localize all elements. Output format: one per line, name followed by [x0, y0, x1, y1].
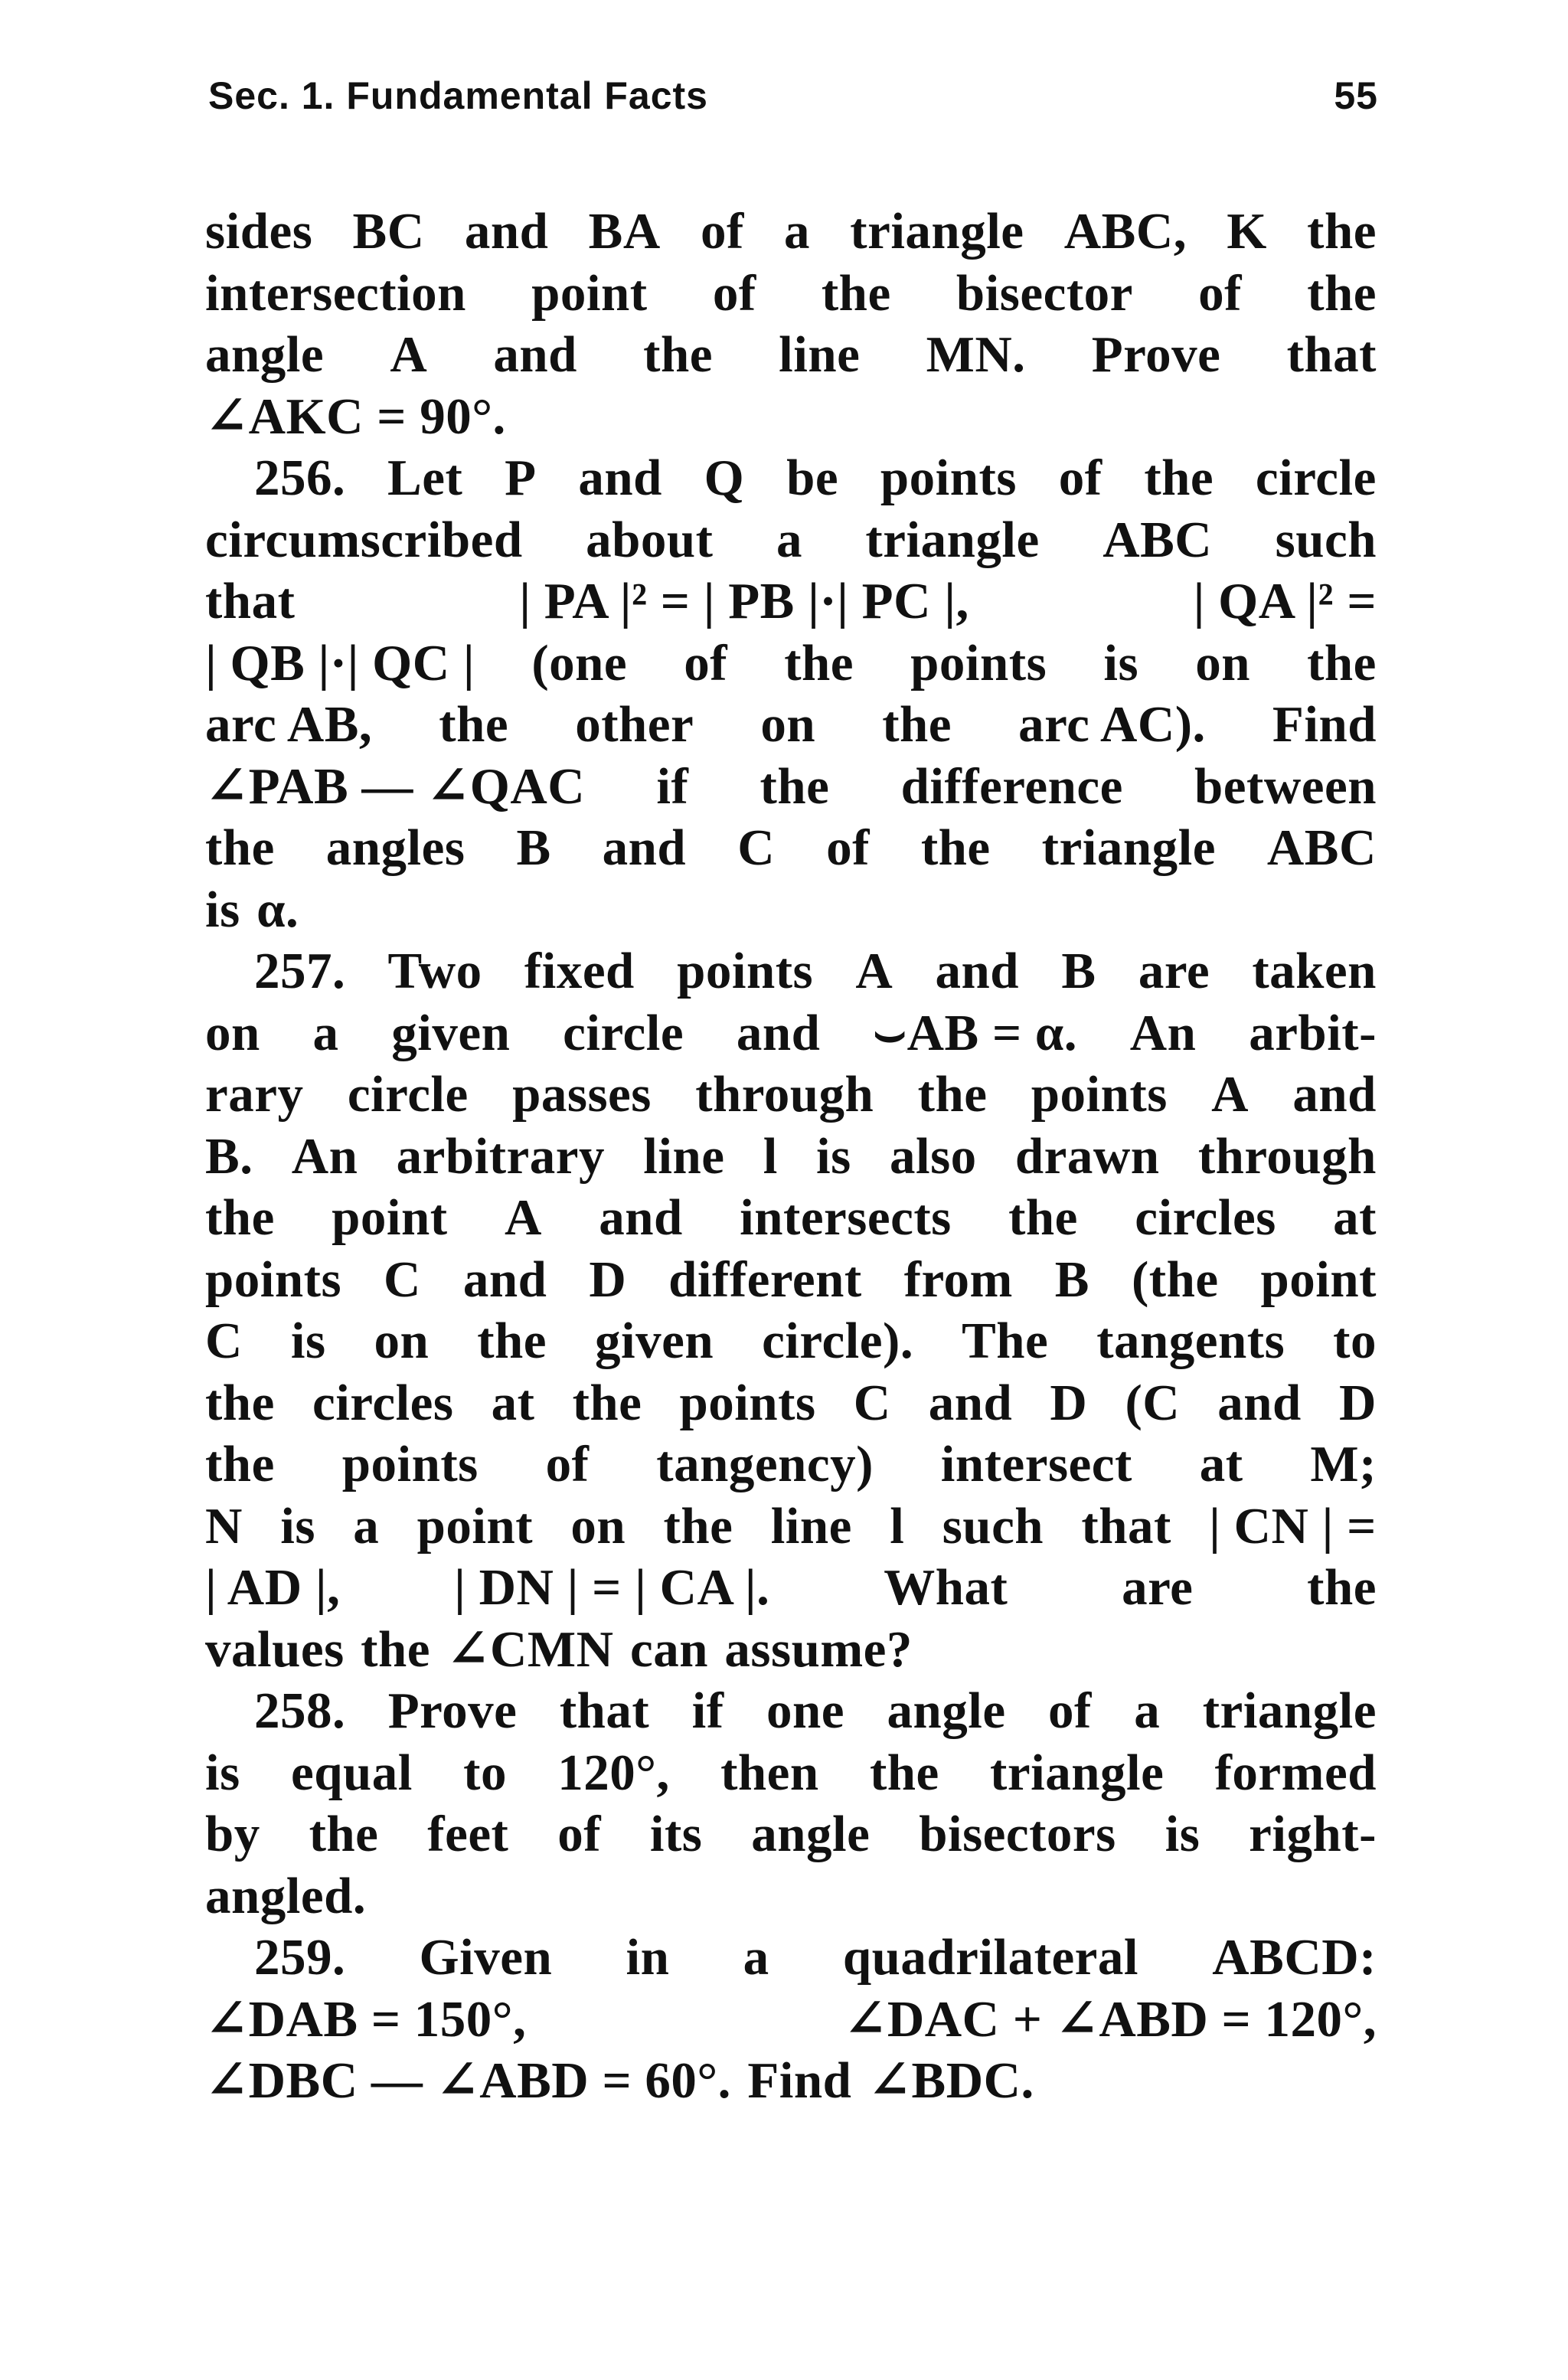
text-line	[205, 1803, 1377, 1865]
word: and	[1292, 1066, 1377, 1123]
word: through	[695, 1066, 874, 1123]
word: B.	[205, 1127, 253, 1185]
word: ∠DAB = 150°,	[205, 1990, 527, 2048]
word: the	[821, 264, 891, 322]
word: circle).	[762, 1313, 914, 1369]
word: on	[760, 696, 816, 753]
word: the	[1307, 634, 1377, 691]
word: B	[1061, 943, 1096, 999]
text-line	[205, 1002, 1377, 1064]
word: 257.	[254, 943, 346, 999]
word: taken	[1252, 943, 1377, 999]
word: to	[1333, 1313, 1377, 1369]
word: triangle	[990, 1744, 1165, 1801]
text-line	[205, 1372, 1377, 1434]
word: be	[786, 450, 839, 506]
word: if	[656, 757, 689, 815]
text-line	[205, 201, 1377, 263]
word: quadrilateral	[842, 1929, 1139, 1986]
word: Prove	[387, 1682, 518, 1739]
word: points	[205, 1250, 342, 1308]
word: formed	[1214, 1744, 1377, 1801]
word: l	[890, 1497, 905, 1555]
word: C	[737, 819, 776, 876]
word: tangents	[1096, 1313, 1285, 1369]
word: values	[205, 1620, 345, 1678]
word: if	[691, 1682, 724, 1739]
word: the	[205, 1374, 275, 1431]
word: is	[280, 1497, 315, 1555]
text-line	[205, 879, 1377, 941]
word: a	[743, 1929, 769, 1986]
word: the	[1307, 203, 1377, 260]
word: The	[962, 1313, 1049, 1369]
running-head	[208, 74, 1378, 118]
word: intersection	[205, 264, 466, 322]
word: BC	[352, 203, 425, 260]
word: that	[1081, 1497, 1171, 1555]
word: difference	[900, 757, 1123, 815]
word: ABC,	[1063, 203, 1187, 260]
word: by	[205, 1806, 260, 1862]
word: A	[1211, 1066, 1250, 1123]
text-line	[205, 1989, 1377, 2051]
word: circles	[1135, 1189, 1276, 1246]
word: the	[309, 1806, 379, 1862]
word: of	[557, 1806, 602, 1862]
word: is	[205, 1744, 240, 1801]
text-line	[205, 263, 1377, 325]
word: l	[763, 1127, 778, 1185]
word: | PA |² = | PB |·| PC |,	[519, 573, 969, 629]
word: 259.	[254, 1929, 346, 1986]
word: A	[390, 326, 428, 383]
word: angle	[751, 1806, 871, 1862]
word: the	[1008, 1189, 1078, 1246]
word: D	[1050, 1374, 1088, 1431]
word: points	[341, 1436, 479, 1492]
word: of	[1058, 450, 1102, 506]
word: fixed	[524, 943, 635, 999]
text-line	[205, 1187, 1377, 1249]
word: BA	[588, 203, 661, 260]
word: circle	[563, 1004, 684, 1061]
word: arbit-	[1249, 1004, 1377, 1061]
word: P	[505, 450, 537, 506]
word: the	[869, 1744, 939, 1801]
word: the	[1307, 1559, 1377, 1616]
word: M;	[1310, 1436, 1377, 1492]
text-line	[205, 1680, 1377, 1742]
text-line	[205, 1619, 1377, 1681]
word: are	[1138, 943, 1210, 999]
word: at	[491, 1374, 535, 1431]
word: points	[1031, 1066, 1168, 1123]
word: different	[668, 1250, 862, 1308]
text-line	[205, 570, 1377, 633]
word: a	[353, 1497, 380, 1555]
word: ABC	[1266, 819, 1377, 876]
word: one	[766, 1682, 845, 1739]
text-line	[205, 2050, 1377, 2112]
word: | QB |·| QC |	[205, 634, 475, 691]
word: the	[1144, 450, 1214, 506]
word: equal	[290, 1744, 413, 1801]
word: and	[464, 203, 549, 260]
word: the	[920, 819, 991, 876]
word: to	[463, 1744, 507, 1801]
word: of	[712, 264, 756, 322]
word: the	[477, 1313, 547, 1369]
word: given	[594, 1313, 714, 1369]
word: the	[643, 326, 713, 383]
text-line	[205, 1249, 1377, 1311]
word: and	[578, 450, 662, 506]
word: circles	[312, 1374, 454, 1431]
word: the	[205, 819, 275, 876]
word: the	[917, 1066, 988, 1123]
word: the	[882, 696, 952, 753]
word: bisector	[956, 264, 1133, 322]
problem-text	[205, 201, 1377, 2112]
word: triangle	[1041, 819, 1216, 876]
word: 120°,	[557, 1744, 670, 1801]
word: An	[291, 1127, 358, 1185]
word: An	[1129, 1004, 1197, 1061]
word: K	[1227, 203, 1267, 260]
page-number: 55	[1334, 74, 1378, 117]
word: (C	[1125, 1374, 1181, 1431]
word: Prove	[1091, 326, 1221, 383]
word: angles	[325, 819, 466, 876]
word: Find	[747, 2052, 852, 2109]
word: of	[545, 1436, 590, 1492]
word: point	[531, 264, 648, 322]
text-line	[205, 1496, 1377, 1558]
word: circle	[1255, 450, 1377, 506]
word: Given	[419, 1929, 553, 1986]
word: other	[575, 696, 694, 753]
word: A	[855, 943, 893, 999]
word: a	[1134, 1682, 1161, 1739]
word: its	[649, 1806, 703, 1862]
word: on	[1195, 634, 1250, 691]
text-line	[205, 817, 1377, 879]
word: can	[629, 1620, 708, 1678]
word: C	[383, 1250, 421, 1308]
word: are	[1122, 1559, 1194, 1616]
text-line	[205, 1126, 1377, 1188]
word: | AD |,	[205, 1559, 341, 1616]
text-line	[205, 509, 1377, 571]
word: tangency)	[656, 1436, 874, 1492]
word: is	[1103, 634, 1139, 691]
word: | QA |² =	[1193, 573, 1377, 629]
text-line	[205, 756, 1377, 818]
word: right-	[1249, 1806, 1377, 1862]
word: ∠DBC — ∠ABD = 60°.	[205, 2052, 731, 2109]
word: intersect	[940, 1436, 1132, 1492]
word: | DN | = | CA |.	[454, 1559, 770, 1616]
word: C	[853, 1374, 891, 1431]
word: D	[1338, 1374, 1377, 1431]
word: point	[332, 1189, 448, 1246]
word: ⌣AB = α.	[873, 1004, 1078, 1061]
word: line	[770, 1497, 852, 1555]
word: arc AB,	[205, 696, 373, 753]
word: point	[416, 1497, 534, 1555]
word: such	[1275, 511, 1377, 568]
word: ∠AKC = 90°.	[205, 387, 506, 445]
word: What	[884, 1559, 1008, 1616]
word: of	[1048, 1682, 1092, 1739]
word: in	[626, 1929, 670, 1986]
word: and	[1217, 1374, 1302, 1431]
word: on	[374, 1313, 430, 1369]
word: Q	[704, 450, 745, 506]
word: 256.	[254, 450, 346, 506]
word: the	[439, 696, 509, 753]
text-line	[205, 1557, 1377, 1619]
text-line	[205, 1927, 1377, 1989]
word: and	[935, 943, 1020, 999]
word: through	[1197, 1127, 1377, 1185]
word: N	[205, 1497, 243, 1555]
word: line	[779, 326, 861, 383]
word: ∠DAC + ∠ABD = 120°,	[844, 1990, 1377, 2048]
word: B	[1054, 1250, 1089, 1308]
word: point	[1260, 1250, 1377, 1308]
word: sides	[205, 203, 313, 260]
word: intersects	[740, 1189, 952, 1246]
word: the	[1307, 264, 1377, 322]
word: 258.	[254, 1682, 346, 1739]
word: of	[826, 819, 870, 876]
word: Two	[387, 943, 482, 999]
word: also	[889, 1127, 977, 1185]
word: points	[910, 634, 1047, 691]
word: triangle	[865, 511, 1040, 568]
word: is	[205, 881, 240, 938]
word: triangle	[1202, 1682, 1377, 1739]
word: rary	[205, 1066, 304, 1123]
word: at	[1333, 1189, 1377, 1246]
word: B	[516, 819, 551, 876]
word: the	[205, 1436, 275, 1492]
word: the	[572, 1374, 642, 1431]
word: feet	[427, 1806, 509, 1862]
word: ∠BDC.	[867, 2052, 1034, 2109]
word: D	[589, 1250, 627, 1308]
word: C	[205, 1313, 243, 1369]
word: points	[679, 1374, 816, 1431]
word: then	[720, 1744, 819, 1801]
word: a	[784, 203, 811, 260]
word: angled.	[205, 1867, 367, 1924]
word: at	[1199, 1436, 1243, 1492]
text-line	[205, 447, 1377, 509]
text-line	[205, 1434, 1377, 1496]
text-line	[205, 386, 1377, 448]
word: of	[684, 634, 728, 691]
word: is	[290, 1313, 326, 1369]
text-line	[205, 1865, 1377, 1927]
word: the	[361, 1620, 430, 1678]
text-line	[205, 940, 1377, 1002]
word: (the	[1131, 1250, 1219, 1308]
word: bisectors	[919, 1806, 1116, 1862]
word: and	[462, 1250, 547, 1308]
word: the	[205, 1189, 275, 1246]
word: points	[677, 943, 814, 999]
word: a	[776, 511, 802, 568]
word: from	[903, 1250, 1013, 1308]
word: assume?	[724, 1620, 913, 1678]
word: a	[312, 1004, 339, 1061]
word: the	[663, 1497, 733, 1555]
word: of	[1198, 264, 1242, 322]
word: ABCD:	[1212, 1929, 1377, 1986]
word: drawn	[1014, 1127, 1160, 1185]
word: of	[700, 203, 744, 260]
word: ∠PAB — ∠QAC	[205, 757, 586, 815]
word: on	[205, 1004, 260, 1061]
word: Find	[1272, 696, 1377, 753]
text-line	[205, 324, 1377, 386]
word: given	[391, 1004, 511, 1061]
word: and	[736, 1004, 821, 1061]
word: that	[559, 1682, 650, 1739]
word: is	[1165, 1806, 1200, 1862]
word: about	[586, 511, 714, 568]
word: triangle	[850, 203, 1024, 260]
word: that	[1286, 326, 1377, 383]
text-line	[205, 1064, 1377, 1126]
word: angle	[205, 326, 325, 383]
word: arc AC).	[1018, 696, 1206, 753]
word: arbitrary	[396, 1127, 605, 1185]
word: and	[928, 1374, 1013, 1431]
word: and	[602, 819, 687, 876]
word: angle	[887, 1682, 1006, 1739]
section-title: Sec. 1. Fundamental Facts	[208, 74, 708, 117]
text-line	[205, 694, 1377, 756]
text-line	[205, 633, 1377, 695]
word: and	[493, 326, 577, 383]
word: | CN | =	[1209, 1497, 1377, 1555]
word: such	[942, 1497, 1044, 1555]
word: and	[599, 1189, 683, 1246]
word: (one	[531, 634, 628, 691]
word: is	[816, 1127, 851, 1185]
word: the	[760, 757, 830, 815]
word: the	[784, 634, 854, 691]
word: α.	[256, 881, 299, 938]
word: points	[880, 450, 1017, 506]
word: circle	[347, 1066, 469, 1123]
word: line	[643, 1127, 725, 1185]
word: A	[504, 1189, 542, 1246]
word: Let	[387, 450, 463, 506]
word: circumscribed	[205, 511, 523, 568]
word: MN.	[926, 326, 1026, 383]
word: that	[205, 573, 296, 629]
word: between	[1194, 757, 1377, 815]
word: ∠CMN	[446, 1620, 614, 1678]
word: on	[570, 1497, 626, 1555]
word: passes	[512, 1066, 652, 1123]
word: ABC	[1102, 511, 1213, 568]
text-line	[205, 1742, 1377, 1804]
text-line	[205, 1310, 1377, 1372]
